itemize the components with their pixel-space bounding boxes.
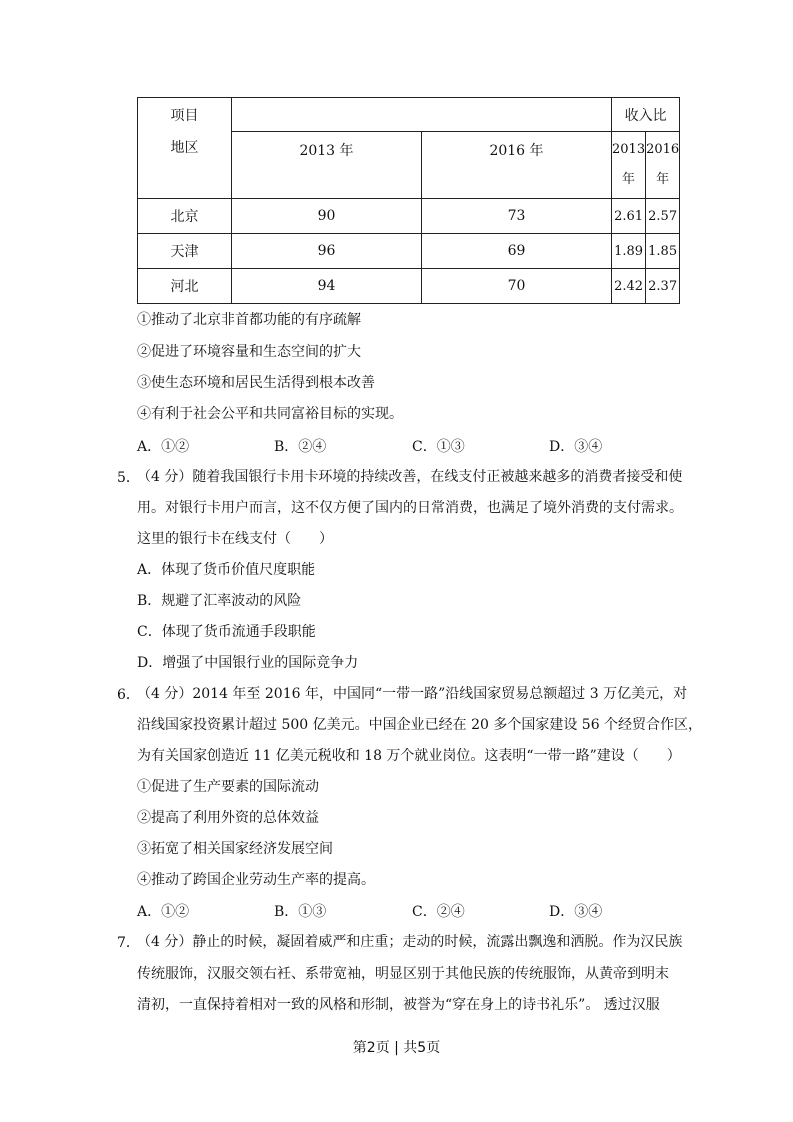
year-label: 年 (622, 172, 636, 187)
table-row (138, 234, 680, 269)
col-2013-header: 2013 年 (232, 132, 422, 199)
q5-stem-line: （4 分）随着我国银行卡用卡环境的持续改善，在线支付正被越来越多的消费者接受和使 (137, 469, 683, 485)
q5-option-d: D．增强了中国银行业的国际竞争力 (137, 655, 359, 671)
value-cell: 70 (422, 269, 612, 304)
q6-option-c: C．②④ (412, 904, 465, 920)
ratio-cell: 2.61 (612, 199, 646, 234)
table-empty-header (232, 98, 612, 132)
region-cell: 天津 (138, 234, 232, 269)
region-cell: 北京 (138, 199, 232, 234)
q6-option-d: D．③④ (549, 904, 603, 920)
q6-stem-line: （4 分）2014 年至 2016 年，中国同“一带一路”沿线国家贸易总额超过 3 万亿美元，对 (137, 686, 688, 702)
table-row (138, 199, 680, 234)
q4-statement: ②促进了环境容量和生态空间的扩大 (137, 344, 361, 360)
q6-statement: ④推动了跨国企业劳动生产率的提高。 (137, 872, 375, 888)
q4-option-b: B．②④ (274, 439, 327, 455)
q4-statement: ③使生态环境和居民生活得到根本改善 (137, 375, 375, 391)
ratio-cell: 2.37 (646, 269, 680, 304)
value-cell: 69 (422, 234, 612, 269)
corner-top-label: 项目 (170, 108, 199, 124)
q4-option-c: C．①③ (412, 439, 465, 455)
value-cell: 73 (422, 199, 612, 234)
value-cell: 96 (232, 234, 422, 269)
table-row (138, 269, 680, 304)
q7-stem-line: 清初，一直保持着相对一致的风格和形制，被誉为“穿在身上的诗书礼乐”。 透过汉服 (137, 997, 660, 1013)
q4-statement: ④有利于社会公平和共同富裕目标的实现。 (137, 406, 403, 422)
page-footer: 第2页 | 共5页 (352, 1040, 441, 1056)
q5-option-c: C．体现了货币流通手段职能 (137, 624, 316, 640)
q5-stem-line: 用。对银行卡用户而言，这不仅方便了国内的日常消费，也满足了境外消费的支付需求。 (137, 500, 683, 516)
ratio-cell: 1.85 (646, 234, 680, 269)
q5-option-b: B．规避了汇率波动的风险 (137, 593, 302, 609)
corner-bottom-label: 地区 (170, 140, 199, 156)
ratio-2013-header (612, 132, 646, 199)
q7-stem-line: 传统服饰，汉服交领右衽、系带宽袖，明显区别于其他民族的传统服饰，从黄帝到明末 (137, 966, 669, 982)
ratio-cell: 2.42 (612, 269, 646, 304)
q4-statement: ①推动了北京非首都功能的有序疏解 (137, 312, 361, 328)
q7-number: 7． (117, 935, 140, 951)
q6-stem-line: 为有关国家创造近 11 亿美元税收和 18 万个就业岗位。这表明“一带一路”建设（ ） (137, 748, 681, 764)
q5-stem-line: 这里的银行卡在线支付（ ） (137, 531, 333, 547)
table-corner-header (138, 98, 232, 199)
ratio-2016-header (646, 132, 680, 199)
ratio-2016-label: 2016 (646, 142, 680, 157)
q6-statement: ③拓宽了相关国家经济发展空间 (137, 841, 333, 857)
ratio-cell: 1.89 (612, 234, 646, 269)
q7-stem-line: （4 分）静止的时候，凝固着威严和庄重；走动的时候，流露出飘逸和洒脱。作为汉民族 (137, 934, 683, 950)
q4-option-a: A．①② (137, 439, 190, 455)
ratio-header: 收入比 (612, 98, 680, 132)
q5-number: 5． (117, 470, 140, 486)
value-cell: 90 (232, 199, 422, 234)
q6-option-a: A．①② (137, 904, 190, 920)
region-cell: 河北 (138, 269, 232, 304)
q6-number: 6． (117, 687, 140, 703)
q4-option-d: D．③④ (549, 439, 603, 455)
col-2016-header: 2016 年 (422, 132, 612, 199)
q6-option-b: B．①③ (274, 904, 327, 920)
value-cell: 94 (232, 269, 422, 304)
ratio-cell: 2.57 (646, 199, 680, 234)
q5-option-a: A．体现了货币价值尺度职能 (137, 562, 316, 578)
q6-stem-line: 沿线国家投资累计超过 500 亿美元。中国企业已经在 20 多个国家建设 56 个经贸合作区， (137, 717, 703, 733)
q6-statement: ②提高了利用外资的总体效益 (137, 810, 319, 826)
q6-statement: ①促进了生产要素的国际流动 (137, 779, 319, 795)
ratio-2013-label: 2013 (612, 142, 646, 157)
year-label: 年 (656, 172, 670, 187)
income-table (137, 97, 680, 304)
